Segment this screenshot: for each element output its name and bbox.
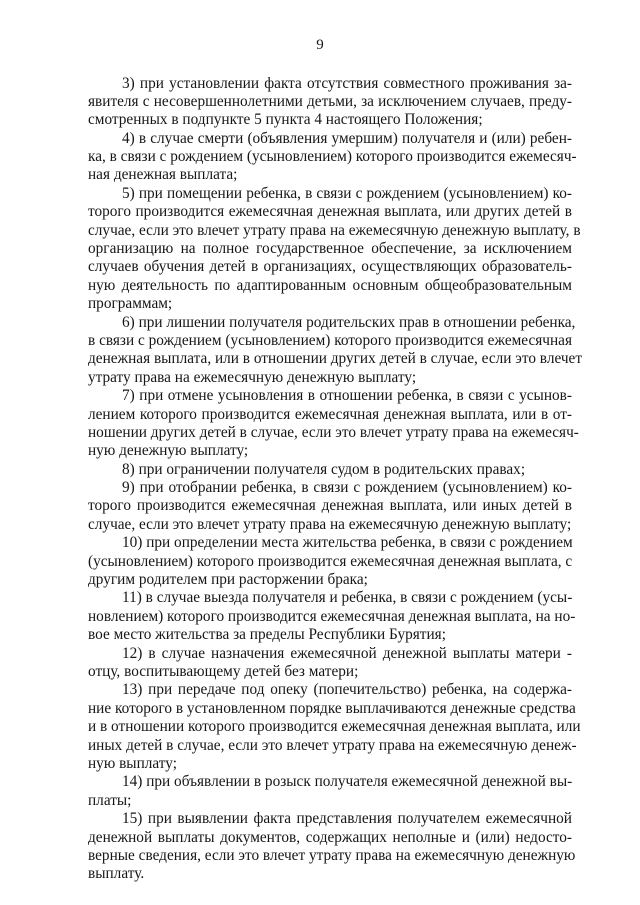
text-line: 13) при передаче под опеку (попечительство) ребенка, на содержа-	[122, 681, 572, 699]
text-line: 3) при установлении факта отсутствия совместного проживания за-	[122, 74, 572, 92]
text-line: случае, если это влечет утрату права на ежемесячную денежную выплату;	[88, 515, 572, 533]
text-line: 7) при отмене усыновления в отношении ребенка, в связи с усынов-	[122, 387, 572, 405]
text-line: ную денежную выплату;	[88, 442, 249, 460]
paragraph-1	[88, 75, 572, 130]
text-line: другим родителем при расторжении брака;	[88, 571, 368, 589]
text-line: денежной выплаты документов, содержащих неполные и (или) недосто-	[88, 828, 572, 846]
text-line: денежная выплата, или в отношении других детей в случае, если это влечет	[88, 350, 583, 368]
text-line: явителя с несовершеннолетними детьми, за исключением случаев, преду-	[88, 92, 572, 110]
paragraph-2	[88, 129, 577, 185]
text-line: организацию на полное государственное обеспечение, за исключением	[88, 240, 572, 258]
document-body	[88, 74, 583, 884]
text-line: (усыновлением) которого производится ежемесячная денежная выплата, с	[88, 552, 573, 570]
paragraph-8	[88, 534, 572, 589]
text-line: ную деятельность по адаптированным основным общеобразовательным	[88, 276, 572, 294]
page-number: 9	[316, 37, 324, 53]
text-line: торого производится ежемесячная денежная выплата, или других детей в	[88, 203, 572, 221]
text-line: новлением) которого производится ежемесячная денежная выплата, на но-	[88, 607, 576, 625]
text-line: иных детей в случае, если это влечет утрату права на ежемесячную денеж-	[88, 736, 577, 754]
text-line: 15) при выявлении факта представления получателем ежемесячной	[122, 810, 572, 828]
text-line: 5) при помещении ребенка, в связи с рождением (усыновлением) ко-	[122, 184, 572, 202]
text-line: ная денежная выплата;	[88, 166, 238, 184]
paragraph-10	[88, 645, 572, 682]
paragraph-3	[88, 184, 581, 314]
paragraph-11	[88, 681, 581, 773]
paragraph-6	[88, 461, 572, 479]
text-line: отцу, воспитывающему детей без матери;	[88, 663, 359, 680]
text-line: 10) при определении места жительства ребенка, в связи с рождением	[122, 534, 573, 552]
text-line: торого производится ежемесячная денежная выплата, или иных детей в	[88, 497, 572, 515]
text-line: верные сведения, если это влечет утрату права на ежемесячную денежную	[88, 846, 576, 864]
text-line: ка, в связи с рождением (усыновлением) которого производится ежемесяч-	[88, 148, 577, 166]
paragraph-5	[88, 387, 579, 461]
text-line: 8) при ограничении получателя судом в родительских правах;	[122, 460, 526, 478]
text-line: в связи с рождением (усыновлением) которого производится ежемесячная	[88, 331, 572, 349]
paragraph-4	[88, 313, 583, 388]
text-line: смотренных в подпункте 5 пункта 4 настоящего Положения;	[88, 111, 483, 129]
text-line: лением которого производится ежемесячная денежная выплата, или в от-	[88, 405, 572, 423]
text-line: ние которого в установленном порядке выплачиваются денежные средства	[88, 699, 576, 717]
text-line: платы;	[88, 791, 132, 809]
text-line: 6) при лишении получателя родительских прав в отношении ребенка,	[122, 313, 576, 331]
text-line: программам;	[88, 295, 173, 313]
text-line: и в отношении которого производится ежемесячная денежная выплата, или	[88, 718, 581, 736]
text-line: 11) в случае выезда получателя и ребенка, в связи с рождением (усы-	[122, 589, 573, 607]
text-line: 12) в случае назначения ежемесячной денежной выплаты матери -	[122, 644, 572, 662]
paragraph-9	[88, 589, 576, 644]
text-line: случаев обучения детей в организациях, осуществляющих образователь-	[88, 258, 572, 276]
text-line: ношении других детей в случае, если это влечет утрату права на ежемесяч-	[88, 423, 579, 441]
text-line: вое место жительства за пределы Республики Бурятия;	[88, 626, 446, 644]
text-line: ную выплату;	[88, 754, 177, 772]
paragraph-13	[88, 810, 576, 884]
text-line: случае, если это влечет утрату права на ежемесячную денежную выплату, в	[88, 221, 581, 239]
paragraph-12	[88, 773, 572, 810]
text-line: 14) при объявлении в розыск получателя ежемесячной денежной вы-	[122, 773, 573, 791]
text-line: 9) при отобрании ребенка, в связи с рождением (усыновлением) ко-	[122, 479, 572, 497]
text-line: утрату права на ежемесячную денежную выплату;	[88, 368, 417, 386]
text-line: 4) в случае смерти (объявления умершим) получателя и (или) ребен-	[122, 129, 572, 147]
paragraph-7	[88, 479, 572, 534]
text-line: выплату.	[88, 865, 145, 883]
